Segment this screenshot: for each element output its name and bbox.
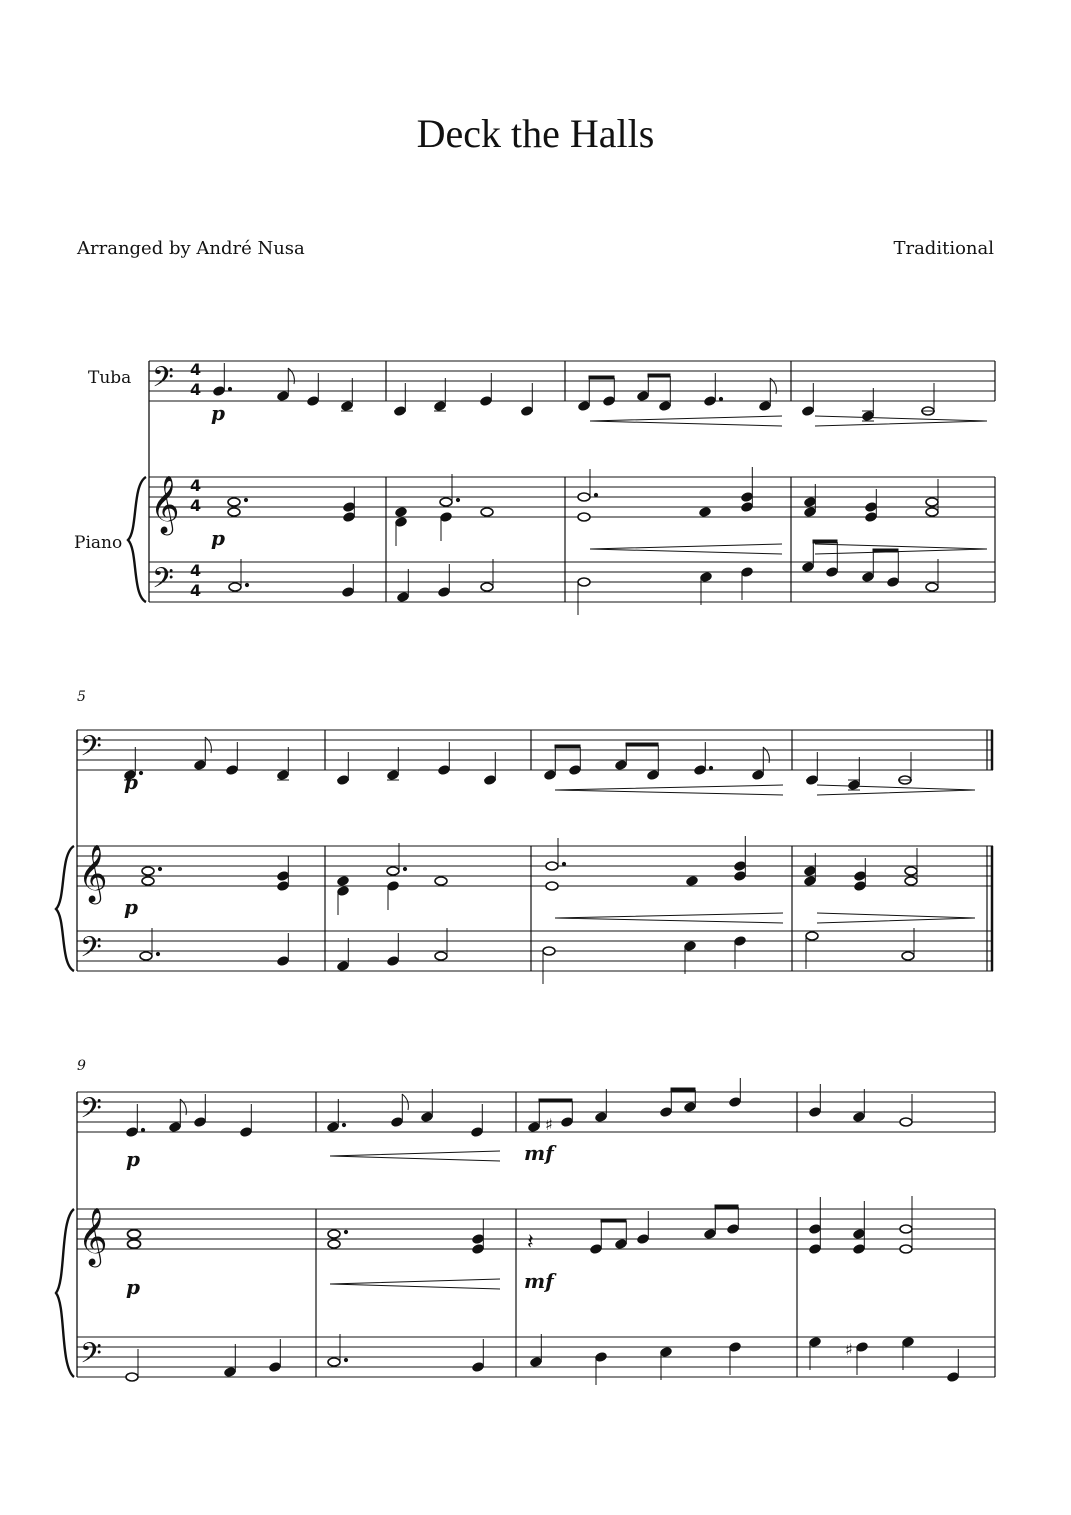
piano-treble-staff <box>77 1209 995 1249</box>
score-title: Deck the Halls <box>416 111 655 156</box>
tuba-staff <box>149 361 995 401</box>
barlines <box>386 361 995 602</box>
piano-bass-notes-system-2 <box>140 928 914 984</box>
hairpins-piano-3 <box>330 1279 500 1289</box>
svg-text:4: 4 <box>190 496 202 515</box>
treble-clef-icon: 𝄞 <box>150 475 180 533</box>
dynamic-marking: p <box>126 1275 140 1299</box>
measure-number: 5 <box>77 689 86 705</box>
svg-text:4: 4 <box>190 581 202 600</box>
svg-text:4: 4 <box>190 561 202 580</box>
dynamic-marking: mf <box>524 1141 554 1165</box>
svg-text:♯: ♯ <box>545 1115 553 1134</box>
barlines <box>316 1092 995 1377</box>
hairpins-piano-1 <box>590 544 987 554</box>
tuba-label: Tuba <box>88 368 132 388</box>
svg-text:4: 4 <box>190 380 202 399</box>
svg-text:4: 4 <box>190 476 202 495</box>
piano-treble-staff <box>77 846 993 886</box>
bass-clef-icon: 𝄢 <box>80 931 102 971</box>
piano-brace <box>56 846 74 971</box>
tuba-notes-system-2 <box>124 737 912 790</box>
svg-text:♯: ♯ <box>845 1340 853 1359</box>
piano-bass-staff <box>149 562 995 602</box>
dynamic-marking: p <box>124 770 138 794</box>
piano-bass-staff <box>77 931 993 971</box>
dynamic-marking: p <box>126 1147 140 1171</box>
tuba-notes-system-1 <box>213 363 935 421</box>
hairpins-piano-2 <box>555 913 975 923</box>
bass-clef-icon: 𝄢 <box>80 1092 102 1132</box>
piano-label: Piano <box>74 533 123 553</box>
tuba-staff <box>77 730 993 770</box>
treble-clef-icon: 𝄞 <box>78 844 108 902</box>
dynamic-marking: p <box>124 895 138 919</box>
piano-treble-notes-system-3 <box>128 1196 913 1255</box>
system-1 <box>128 361 995 602</box>
hairpins-tuba-1 <box>590 416 987 426</box>
bass-clef-icon: 𝄢 <box>80 730 102 770</box>
hairpins-tuba-3 <box>330 1151 500 1161</box>
tuba-notes-system-3 <box>126 1078 912 1137</box>
svg-text:4: 4 <box>190 360 202 379</box>
treble-clef-icon: 𝄞 <box>78 1207 108 1265</box>
piano-bass-notes-system-1 <box>229 540 938 615</box>
bass-clef-icon: 𝄢 <box>152 562 174 602</box>
dynamic-marking: p <box>211 401 225 425</box>
dynamic-marking: mf <box>524 1269 554 1293</box>
dynamic-marking: p <box>211 526 225 550</box>
piano-brace <box>56 1209 74 1377</box>
quarter-rest-icon: 𝄽 <box>527 1230 534 1255</box>
composer-credit: Traditional <box>893 238 994 259</box>
time-signatures <box>190 360 201 600</box>
bass-clef-icon: 𝄢 <box>152 361 174 401</box>
hairpins-tuba-2 <box>555 785 975 795</box>
arranger-credit: Arranged by André Nusa <box>77 238 305 259</box>
piano-brace <box>128 477 146 602</box>
measure-number: 9 <box>77 1058 86 1074</box>
bass-clef-icon: 𝄢 <box>80 1337 102 1377</box>
